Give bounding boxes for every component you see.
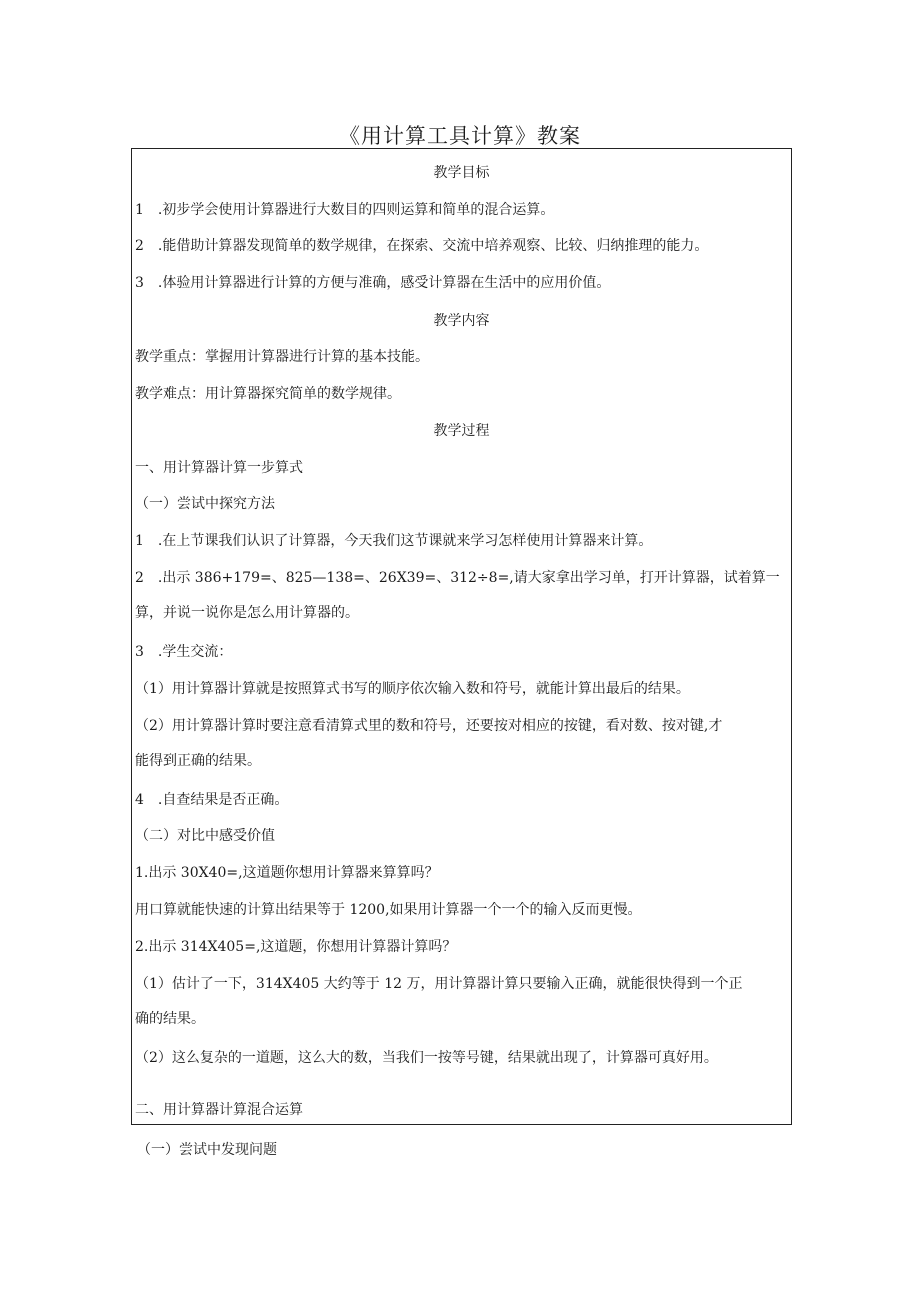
process-line: （二）对比中感受价值 [135, 828, 275, 844]
document-title: 《用计算工具计算》教案 [339, 124, 581, 148]
process-line: （一）尝试中探究方法 [135, 496, 275, 512]
process-line: 能得到正确的结果。 [135, 753, 261, 769]
process-line: （2）用计算器计算时要注意看清算式里的数和符号，还要按对相应的按键，看对数、按对键,才 [135, 718, 723, 734]
after-table-line: （一）尝试中发现问题 [137, 1142, 277, 1158]
goal-item-1: 1 .初步学会使用计算器进行大数目的四则运算和简单的混合运算。 [135, 202, 555, 218]
process-line: 算，并说一说你是怎么用计算器的。 [135, 605, 359, 621]
process-line: 二、用计算器计算混合运算 [135, 1102, 303, 1118]
process-line: 一、用计算器计算一步算式 [135, 460, 303, 476]
difficult-point: 教学难点：用计算器探究简单的数学规律。 [135, 386, 401, 402]
process-line: （1）用计算器计算就是按照算式书写的顺序依次输入数和符号，就能计算出最后的结果。 [135, 681, 690, 697]
process-line: 确的结果。 [135, 1011, 205, 1027]
process-line: （1）估计了一下，314X405 大约等于 12 万，用计算器计算只要输入正确，就能很快得到一个正 [135, 976, 743, 992]
process-line: 1 .在上节课我们认识了计算器，今天我们这节课就来学习怎样使用计算器来计算。 [135, 533, 653, 549]
process-line: 2.出示 314X405=,这道题，你想用计算器计算吗？ [135, 939, 457, 955]
section-heading-process: 教学过程 [433, 423, 490, 439]
process-line: 4 .自查结果是否正确。 [135, 792, 289, 808]
process-line: 2 .出示 386+179=、825—138=、26X39=、312÷8=,请大家拿出学习单，打开计算器，试着算一 [135, 570, 780, 586]
goal-item-2: 2 .能借助计算器发现简单的数学规律，在探索、交流中培养观察、比较、归纳推理的能力。 [135, 238, 709, 254]
process-line: 3 .学生交流： [135, 644, 233, 660]
section-heading-goals: 教学目标 [433, 165, 490, 181]
key-point: 教学重点：掌握用计算器进行计算的基本技能。 [135, 349, 429, 365]
process-line: 1.出示 30X40=,这道题你想用计算器来算算吗？ [135, 865, 439, 881]
process-line: 用口算就能快速的计算出结果等于 1200,如果用计算器一个一个的输入反而更慢。 [135, 902, 642, 918]
goal-item-3: 3 .体验用计算器进行计算的方便与准确，感受计算器在生活中的应用价值。 [135, 275, 611, 291]
section-heading-content: 教学内容 [433, 313, 490, 329]
process-line: （2）这么复杂的一道题，这么大的数，当我们一按等号键，结果就出现了，计算器可真好用。 [135, 1050, 718, 1066]
